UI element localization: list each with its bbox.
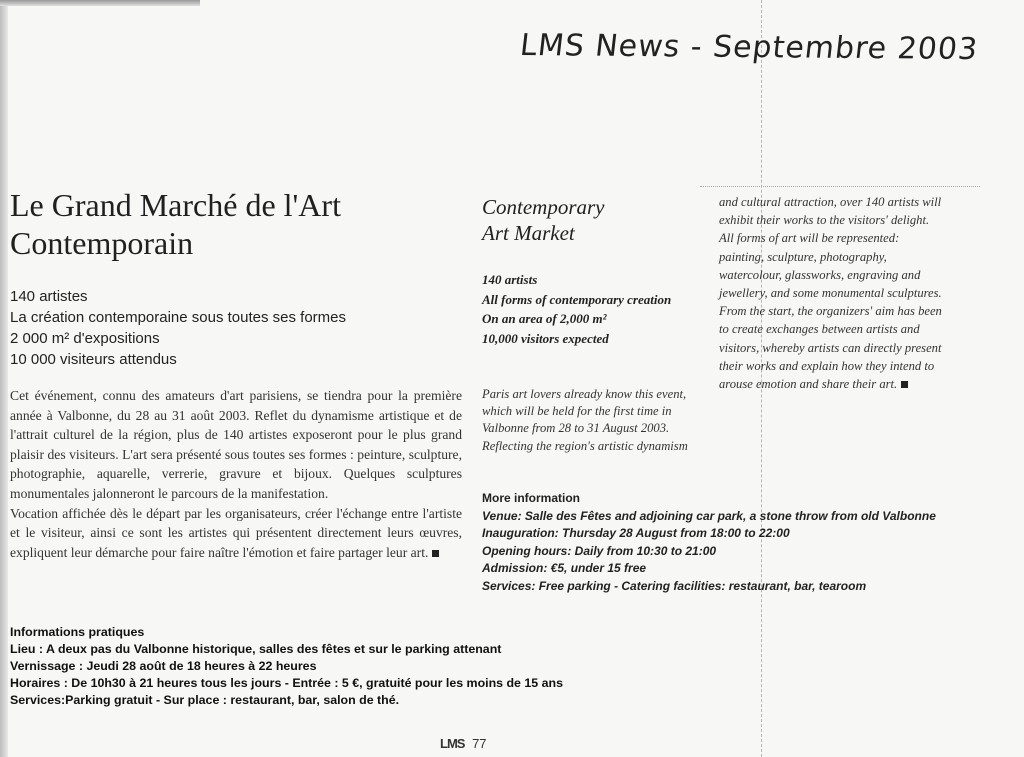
more-info-venue: Venue: Salle des Fêtes and adjoining car park, a stone throw from old Valbonne bbox=[482, 508, 936, 523]
english-col1-text: Paris art lovers already know this event, which will be held for the first time in Valbonne from 28 to 31 August 2003. Reflecting the region's artistic dynamism bbox=[482, 387, 688, 453]
more-info-title: More information bbox=[482, 491, 580, 505]
english-title-line2: Art Market bbox=[482, 221, 575, 245]
infos-vernissage: Vernissage : Jeudi 28 août de 18 heures à 22 heures bbox=[10, 659, 317, 673]
french-key-facts bbox=[10, 286, 450, 370]
infos-services: Services:Parking gratuit - Sur place : restaurant, bar, salon de thé. bbox=[10, 693, 400, 707]
french-article-body bbox=[10, 386, 462, 562]
more-information-box bbox=[482, 490, 952, 596]
more-info-inauguration: Inauguration: Thursday 28 August from 18:00 to 22:00 bbox=[482, 526, 790, 541]
french-fact: 10 000 visiteurs attendus bbox=[10, 351, 177, 368]
french-paragraph-1: Cet événement, connu des amateurs d'art parisiens, se tiendra pour la première année à Valbonne, du 28 au 31 août 2003. Reflet du dynamisme artistique et de l'attrait culturel de la région, plus de 140 artistes exposeront pour le plus grand plaisir des visiteurs. L'art sera présenté sous toutes ses formes : peinture, sculpture, photographie, aquarelle, verrerie, gravure et bijoux. Quelques sculptures monumentales jalonneront le parcours de la manifestation. bbox=[10, 388, 462, 501]
english-col2-paragraph bbox=[719, 193, 944, 393]
scan-top-edge bbox=[0, 0, 200, 6]
english-title bbox=[482, 194, 702, 246]
french-fact: 140 artistes bbox=[10, 288, 88, 305]
page-footer bbox=[440, 736, 487, 751]
english-fact: 10,000 visitors expected bbox=[482, 330, 609, 346]
english-article-col2 bbox=[719, 193, 944, 393]
english-fact: 140 artists bbox=[482, 272, 538, 287]
french-title-line2: Contemporain bbox=[10, 225, 194, 261]
end-of-article-mark bbox=[432, 550, 439, 557]
lms-logo: LMS bbox=[440, 736, 465, 751]
french-paragraph-2-text: Vocation affichée dès le départ par les organisateurs, créer l'échange entre l'artiste et le visiteur, ainsi ce sont les artistes qui présentent directement leurs œuvres, expliquent leur démarche pour faire naître l'émotion et faire partager leur art. bbox=[10, 505, 462, 560]
french-paragraph-2 bbox=[10, 504, 462, 563]
english-col2-text: and cultural attraction, over 140 artists will exhibit their works to the visitors' delight. All forms of art will be represented: painting, sculpture, photography, watercolour, glassworks, engraving and jewellery, and some monumental sculptures. From the start, the organizers' aim has been to create exchanges between artists and visitors, whereby artists can directly present their works and explain how they intend to arouse emotion and share their art. bbox=[719, 195, 942, 392]
french-fact: 2 000 m² d'expositions bbox=[10, 330, 160, 347]
more-info-opening-hours: Opening hours: Daily from 10:30 to 21:00 bbox=[482, 543, 717, 558]
more-info-services: Services: Free parking - Catering facilities: restaurant, bar, tearoom bbox=[482, 578, 867, 593]
english-article-col1 bbox=[482, 386, 702, 455]
more-info-admission: Admission: €5, under 15 free bbox=[482, 561, 647, 576]
english-fact: On an area of 2,000 m² bbox=[482, 311, 607, 326]
english-title-line1: Contemporary bbox=[482, 195, 605, 219]
page-number: 77 bbox=[472, 736, 487, 751]
column-separator bbox=[700, 186, 980, 187]
english-fact: All forms of contemporary creation bbox=[482, 291, 672, 307]
informations-pratiques bbox=[10, 624, 730, 709]
infos-lieu: Lieu : A deux pas du Valbonne historique, salles des fêtes et sur le parking attenant bbox=[10, 642, 502, 656]
english-key-facts bbox=[482, 270, 712, 348]
end-of-article-mark bbox=[901, 381, 908, 388]
scan-margin bbox=[0, 0, 8, 757]
french-title bbox=[10, 186, 450, 262]
french-title-line1: Le Grand Marché de l'Art bbox=[10, 187, 341, 223]
infos-title: Informations pratiques bbox=[10, 625, 145, 639]
french-fact: La création contemporaine sous toutes ses formes bbox=[10, 309, 347, 326]
infos-horaires: Horaires : De 10h30 à 21 heures tous les jours - Entrée : 5 €, gratuité pour les moins de 15 ans bbox=[10, 676, 563, 690]
handwritten-note: LMS News - Septembre 2003 bbox=[518, 28, 980, 67]
